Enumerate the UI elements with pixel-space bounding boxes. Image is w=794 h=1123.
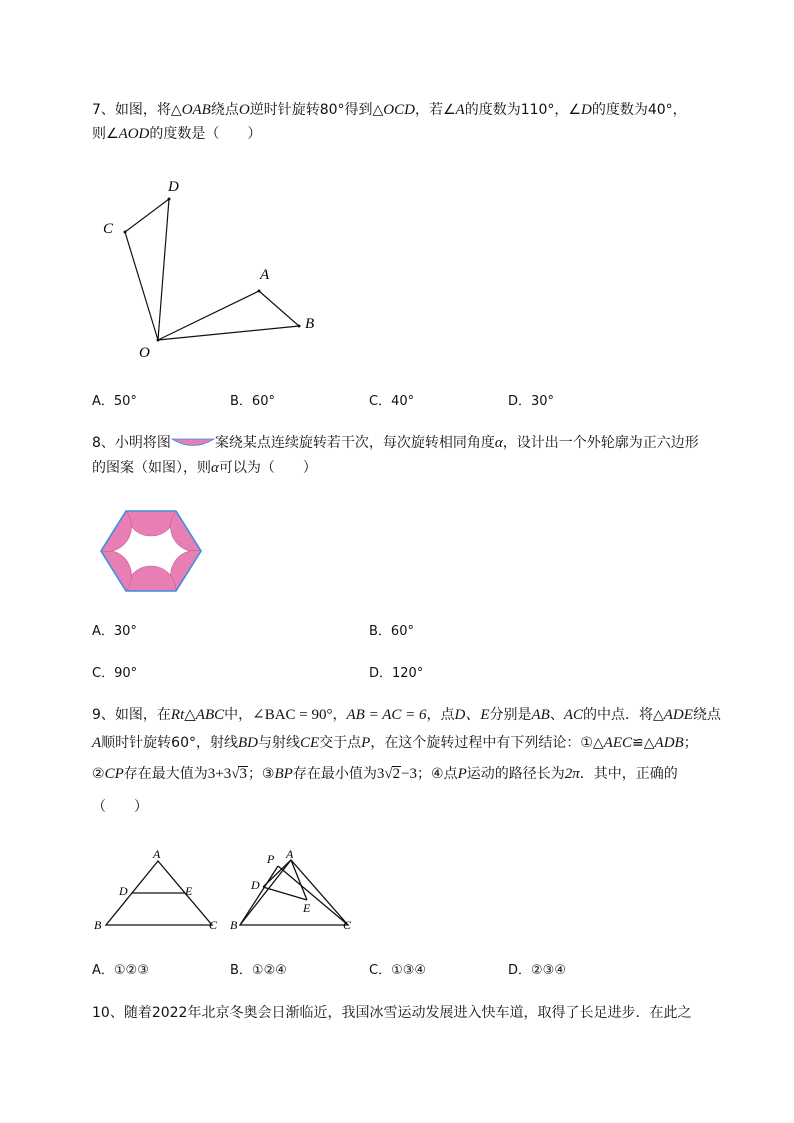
q8-text-line-2: 的图案（如图），则α可以为（ ）: [92, 460, 317, 476]
triangle-oab: [158, 291, 299, 340]
q9-text-line-1: 9、如图，在Rt△ABC中，∠BAC = 90°，AB = AC = 6，点D、E分别是AB、AC的中点．将△ADE绕点: [92, 707, 721, 723]
q9-figure-2-rotation: [228, 845, 358, 935]
q8-option-b[interactable]: B．60°: [369, 624, 414, 639]
q7-text-line-2: 则∠AOD的度数是（ ）: [92, 126, 262, 142]
q8-text-line-1: 8、小明将图 案绕某点连续旋转若干次，每次旋转相同角度α，设计出一个外轮廓为正六边形: [92, 435, 699, 451]
q8-option-d[interactable]: D．120°: [369, 666, 424, 681]
fig2-label-a: A: [286, 847, 294, 861]
q7-option-b[interactable]: B．60°: [230, 394, 275, 409]
fig1-label-d: D: [119, 884, 128, 898]
q10-text-line-1: 10、随着2022年北京冬奥会日渐临近，我国冰雪运动发展进入快车道，取得了长足进步．在此之: [92, 1005, 692, 1021]
label-d: D: [168, 179, 179, 195]
q8-option-c[interactable]: C．90°: [92, 666, 138, 681]
fig1-label-a: A: [153, 847, 161, 861]
q9-text-line-3: ②CP存在最大值为3+3√3；③BP存在最小值为3√2−3；④点P运动的路径长为2π．其中，正确的: [92, 766, 678, 782]
q7-option-d[interactable]: D．30°: [508, 394, 555, 409]
label-a: A: [260, 267, 270, 283]
label-b: B: [305, 316, 315, 332]
q9-figure-1-triangle: [92, 845, 222, 935]
fig2-label-b: B: [230, 918, 238, 932]
fig2-label-e: E: [303, 901, 311, 915]
triangle-ocd: [125, 199, 169, 340]
q8-figure-hexagon-pattern: [101, 508, 201, 594]
q7-option-c[interactable]: C．40°: [369, 394, 415, 409]
half-moon-shape-icon: [171, 436, 215, 450]
fig2-label-d: D: [251, 878, 260, 892]
fig1-label-c: C: [209, 918, 218, 932]
q7-text-line-1: 7、如图，将△OAB绕点O逆时针旋转80°得到△OCD，若∠A的度数为110°，∠D的度数为40°，: [92, 102, 687, 118]
label-o: O: [139, 345, 150, 361]
q8-option-a[interactable]: A．30°: [92, 624, 137, 639]
q7-figure-rotation: [95, 175, 335, 365]
fig1-label-e: E: [185, 884, 193, 898]
q9-option-c[interactable]: C．①③④: [369, 963, 427, 978]
q9-option-a[interactable]: A．①②③: [92, 963, 149, 978]
fig2-label-p: P: [267, 852, 275, 866]
q9-text-line-4: （ ）: [92, 799, 148, 815]
q9-option-b[interactable]: B．①②④: [230, 963, 287, 978]
fig2-label-c: C: [343, 918, 352, 932]
q9-text-line-2: A顺时针旋转60°，射线BD与射线CE交于点P，在这个旋转过程中有下列结论：①△AEC≌△ADB；: [92, 735, 698, 751]
q7-option-a[interactable]: A．50°: [92, 394, 137, 409]
fig1-label-b: B: [94, 918, 102, 932]
label-c: C: [103, 221, 114, 237]
q9-option-d[interactable]: D．②③④: [508, 963, 566, 978]
